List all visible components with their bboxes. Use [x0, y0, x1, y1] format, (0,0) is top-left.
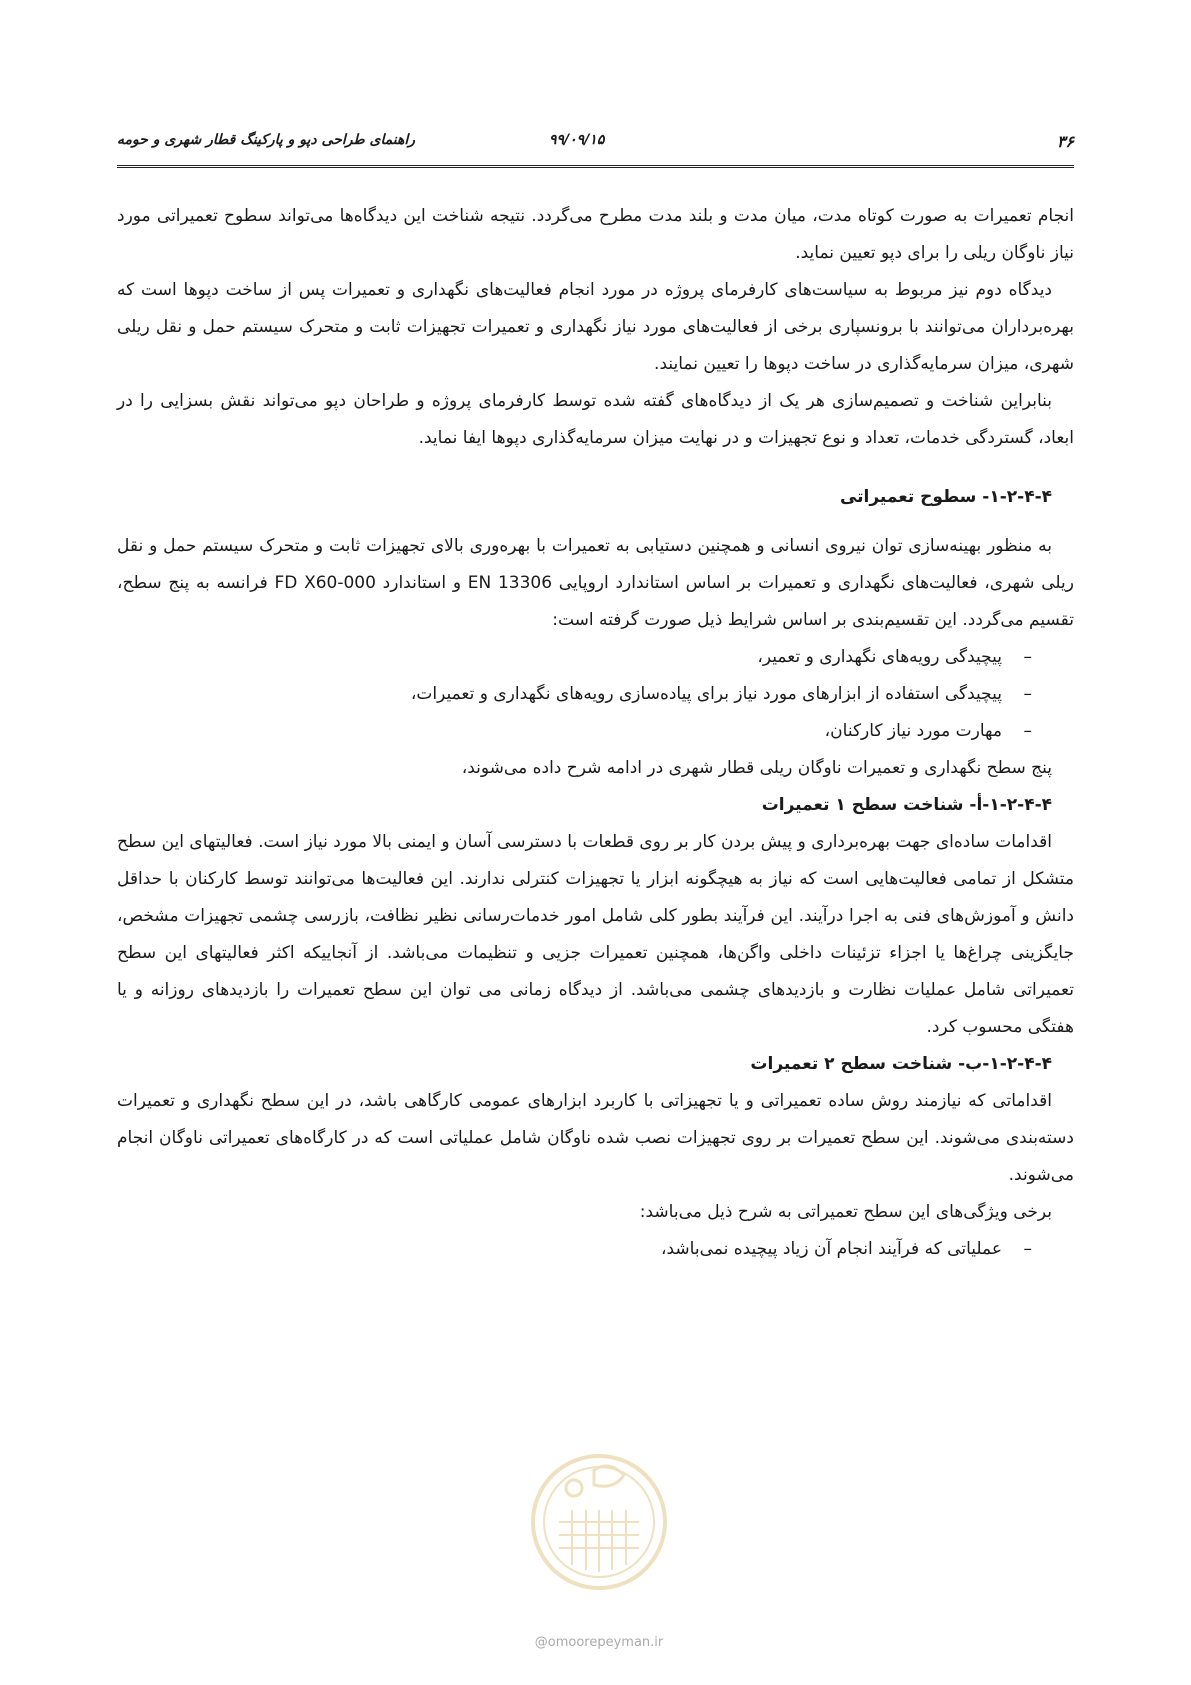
bullet-list [117, 639, 1074, 750]
dash-bullet: – [1023, 1239, 1032, 1259]
paragraph: انجام تعمیرات به صورت کوتاه مدت، میان مدت و بلند مدت مطرح می‌گردد. نتیجه شناخت این دیدگاه‌ها می‌تواند سطوح تعمیراتی مورد نیاز ناوگان ریلی را برای دپو تعیین نماید. [117, 206, 1074, 263]
list-item [117, 676, 1032, 713]
dash-bullet: – [1023, 647, 1032, 667]
bullet-list [117, 1231, 1074, 1268]
paragraph: اقدامات ساده‌ای جهت بهره‌برداری و پیش بردن کار بر روی قطعات با دسترسی آسان و ایمنی بالا مورد نیاز است. فعالیتهای این سطح متشکل از تمامی فعالیت‌هایی است که نیاز به هیچگونه ابزار یا تجهیزات کنترلی ندارند. این فعالیت‌ها می‌توانند توسط کارکنان با حداقل دانش و آموزش‌های فنی به اجرا درآیند. این فرآیند بطور کلی شامل امور خدمات‌رسانی نظیر نظافت، بازرسی چشمی تجهیزات مشخص، جایگزینی چراغ‌ها یا اجزاء تزئینات داخلی واگن‌ها، همچنین تعمیرات جزیی و تنظیمات می‌باشد. از آنجاییکه اکثر فعالیتهای این سطح تعمیراتی شامل عملیات نظارت و بازدیدهای چشمی می‌باشد. از دیدگاه زمانی می توان این سطح تعمیرات را بازدیدهای روزانه و یا هفتگی محسوب کرد. [117, 832, 1074, 1037]
paragraph: به منظور بهینه‌سازی توان نیروی انسانی و همچنین دستیابی به تعمیرات با بهره‌وری بالای تجهیزات ثابت و متحرک سیستم حمل و نقل ریلی شهری، فعالیت‌های نگهداری و تعمیرات بر اساس استاندارد اروپایی EN 13306 و استاندارد FD X60-000 فرانسه به پنج سطح، تقسیم می‌گردد. این تقسیم‌بندی بر اساس شرایط ذیل صورت گرفته است: [117, 536, 1074, 630]
subsection-heading: ۱-۲-۴-۴-ب- شناخت سطح ۲ تعمیرات [750, 1054, 1052, 1074]
list-item-text: عملیاتی که فرآیند انجام آن زیاد پیچیده نمی‌باشد، [661, 1239, 1002, 1259]
list-item [117, 1231, 1032, 1268]
paragraph: پنج سطح نگهداری و تعمیرات ناوگان ریلی قطار شهری در ادامه شرح داده می‌شوند، [461, 758, 1052, 778]
list-item [117, 639, 1032, 676]
watermark-logo [524, 1430, 674, 1630]
list-item-text: پیچیدگی رویه‌های نگهداری و تعمیر، [757, 647, 1002, 667]
page-header [117, 128, 1074, 154]
document-body [117, 198, 1074, 1268]
section-heading: ۱-۲-۴-۴- سطوح تعمیراتی [839, 487, 1052, 507]
list-item-text: مهارت مورد نیاز کارکنان، [824, 721, 1002, 741]
watermark-url: @omoorepeyman.ir [534, 1635, 664, 1650]
header-title: راهنمای طراحی دپو و پارکینگ قطار شهری و حومه [117, 132, 416, 148]
paragraph: دیدگاه دوم نیز مربوط به سیاست‌های کارفرمای پروژه در مورد انجام فعالیت‌های نگهداری و تعمیرات پس از ساخت دپوها است که بهره‌برداران می‌توانند با برونسپاری برخی از فعالیت‌های مورد نیاز نگهداری و تعمیرات تجهیزات ثابت و متحرک سیستم حمل و نقل ریلی شهری، میزان سرمایه‌گذاری در ساخت دپوها را تعیین نمایند. [117, 280, 1074, 374]
page-number: ۳۶ [1056, 132, 1074, 151]
paragraph: برخی ویژگی‌های این سطح تعمیراتی به شرح ذیل می‌باشد: [639, 1202, 1052, 1222]
header-date: ۹۹/۰۹/۱۵ [549, 132, 605, 148]
dash-bullet: – [1023, 721, 1032, 741]
list-item [117, 713, 1032, 750]
subsection-heading: ۱-۲-۴-۴-أ- شناخت سطح ۱ تعمیرات [761, 795, 1052, 815]
dash-bullet: – [1023, 684, 1032, 704]
paragraph: بنابراین شناخت و تصمیم‌سازی هر یک از دیدگاه‌های گفته شده توسط کارفرمای پروژه و طراحان دپو می‌تواند نقش بسزایی را در ابعاد، گستردگی خدمات، تعداد و نوع تجهیزات و در نهایت میزان سرمایه‌گذاری دپوها ایفا نماید. [117, 391, 1074, 448]
list-item-text: پیچیدگی استفاده از ابزارهای مورد نیاز برای پیاده‌سازی رویه‌های نگهداری و تعمیرات، [410, 684, 1002, 704]
paragraph: اقداماتی که نیازمند روش ساده تعمیراتی و یا تجهیزاتی با کاربرد ابزارهای عمومی کارگاهی باشد، در این سطح نگهداری و تعمیرات دسته‌بندی می‌شوند. این سطح تعمیرات بر روی تجهیزات نصب شده ناوگان شامل عملیاتی است که در کارگاه‌های تعمیراتی ناوگان انجام می‌شوند. [117, 1091, 1074, 1185]
header-divider [117, 165, 1074, 168]
